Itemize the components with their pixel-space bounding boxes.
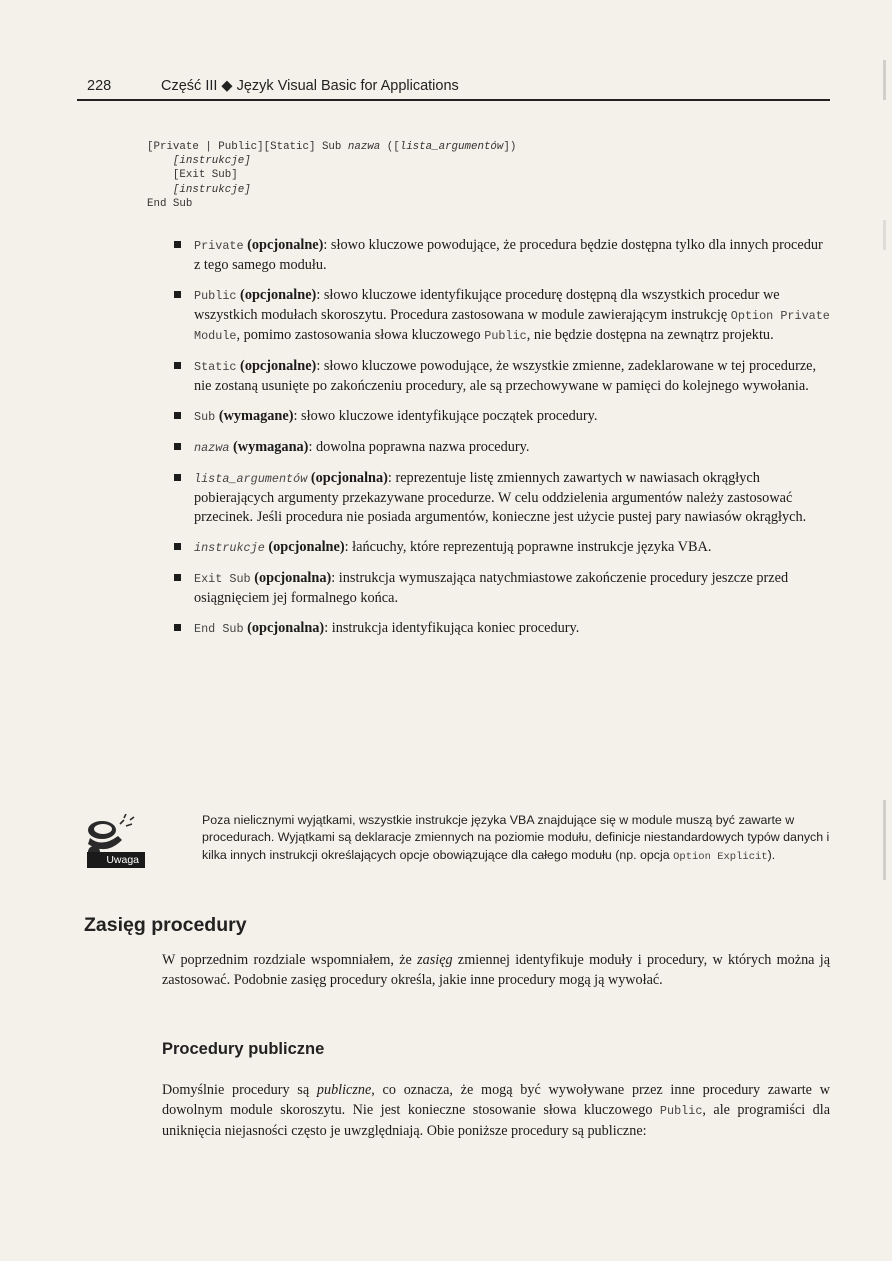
note-box [82, 812, 832, 890]
code-line-5: End Sub [147, 197, 193, 210]
page-edge-shadow [883, 40, 886, 1240]
subsection-heading: Procedury publiczne [162, 1040, 325, 1058]
note-text: Poza nielicznymi wyjątkami, wszystkie instrukcje języka VBA znajdujące się w module muszą być zawarte w procedurach. Wyjątkami są deklaracje zmiennych na poziomie modułu, definicje niestandardowych typów danych i kilka innych instrukcji określających opcje obowiązujące dla całego modułu (np. opcja Option Explicit). [202, 813, 830, 863]
chapter-title: Część III ◆ Język Visual Basic for Applications [161, 78, 459, 94]
code-line-1: [Private | Public][Static] Sub nazwa ([lista_argumentów]) [147, 141, 517, 153]
bullet-square-icon [174, 474, 181, 481]
note-label: Uwaga [87, 852, 145, 868]
syntax-elements-list [172, 236, 832, 650]
note-icon [82, 814, 154, 872]
running-header [77, 72, 830, 100]
section-paragraph-1: W poprzednim rozdziale wspomniałem, że zasięg zmiennej identyfikuje moduły i procedury, w których można ją zastosować. Podobnie zasięg procedury określa, jakie inne procedury mogą ją wywołać. [162, 952, 831, 988]
list-item: Sub (wymagane): słowo kluczowe identyfikujące początek procedury. [172, 407, 832, 427]
section-heading: Zasięg procedury [84, 914, 247, 936]
bullet-square-icon [174, 412, 181, 419]
section-paragraph-2: Domyślnie procedury są publiczne, co oznacza, że mogą być wywoływane przez inne procedury zawarte w dowolnym module skoroszytu. Nie jest konieczne stosowanie słowa kluczowego Public, ale programiści dla uniknięcia niejasności często je uwzględniają. Obie poniższe procedury są publiczne: [162, 1082, 831, 1139]
code-line-2: [instrukcje] [172, 155, 251, 168]
bullet-square-icon [174, 624, 181, 631]
syntax-code-block [147, 140, 516, 211]
list-item: Static (opcjonalne): słowo kluczowe powodujące, że wszystkie zmienne, zadeklarowane w tej procedurze, nie zostaną usunięte po zakończeniu procedury, ale są przechowywane w pamięci do kolejnego wywołania. [172, 357, 832, 396]
bullet-square-icon [174, 241, 181, 248]
list-item: Public (opcjonalne): słowo kluczowe identyfikujące procedurę dostępną dla wszystkich procedur we wszystkich modułach skoroszytu. Procedura zastosowana w module zawierającym instrukcję Option Private Module, pomimo zastosowania słowa kluczowego Public, nie będzie dostępna na zewnątrz projektu. [172, 286, 832, 346]
bullet-square-icon [174, 543, 181, 550]
list-item: instrukcje (opcjonalne): łańcuchy, które reprezentują poprawne instrukcje języka VBA. [172, 538, 832, 558]
bullet-square-icon [174, 291, 181, 298]
code-line-4: [instrukcje] [172, 183, 251, 196]
list-item: Exit Sub (opcjonalna): instrukcja wymuszająca natychmiastowe zakończenie procedury jeszcze przed osiągnięciem jej formalnego końca. [172, 569, 832, 608]
page-number: 228 [87, 78, 112, 94]
bullet-square-icon [174, 362, 181, 369]
list-item: lista_argumentów (opcjonalna): reprezentuje listę zmiennych zawartych w nawiasach okrągłych pobierających argumenty przekazywane procedurze. W celu oddzielenia argumentów należy zastosować przecinek. Jeśli procedura nie posiada argumentów, konieczne jest użycie pustej pary nawiasów okrągłych. [172, 469, 832, 527]
bullet-square-icon [174, 443, 181, 450]
list-item: Private (opcjonalne): słowo kluczowe powodujące, że procedura będzie dostępna tylko dla innych procedur z tego samego modułu. [172, 236, 832, 275]
code-line-3: [Exit Sub] [172, 169, 238, 182]
header-rule [77, 99, 830, 101]
bullet-square-icon [174, 574, 181, 581]
list-item: End Sub (opcjonalna): instrukcja identyfikująca koniec procedury. [172, 619, 832, 639]
list-item: nazwa (wymagana): dowolna poprawna nazwa procedury. [172, 438, 832, 458]
